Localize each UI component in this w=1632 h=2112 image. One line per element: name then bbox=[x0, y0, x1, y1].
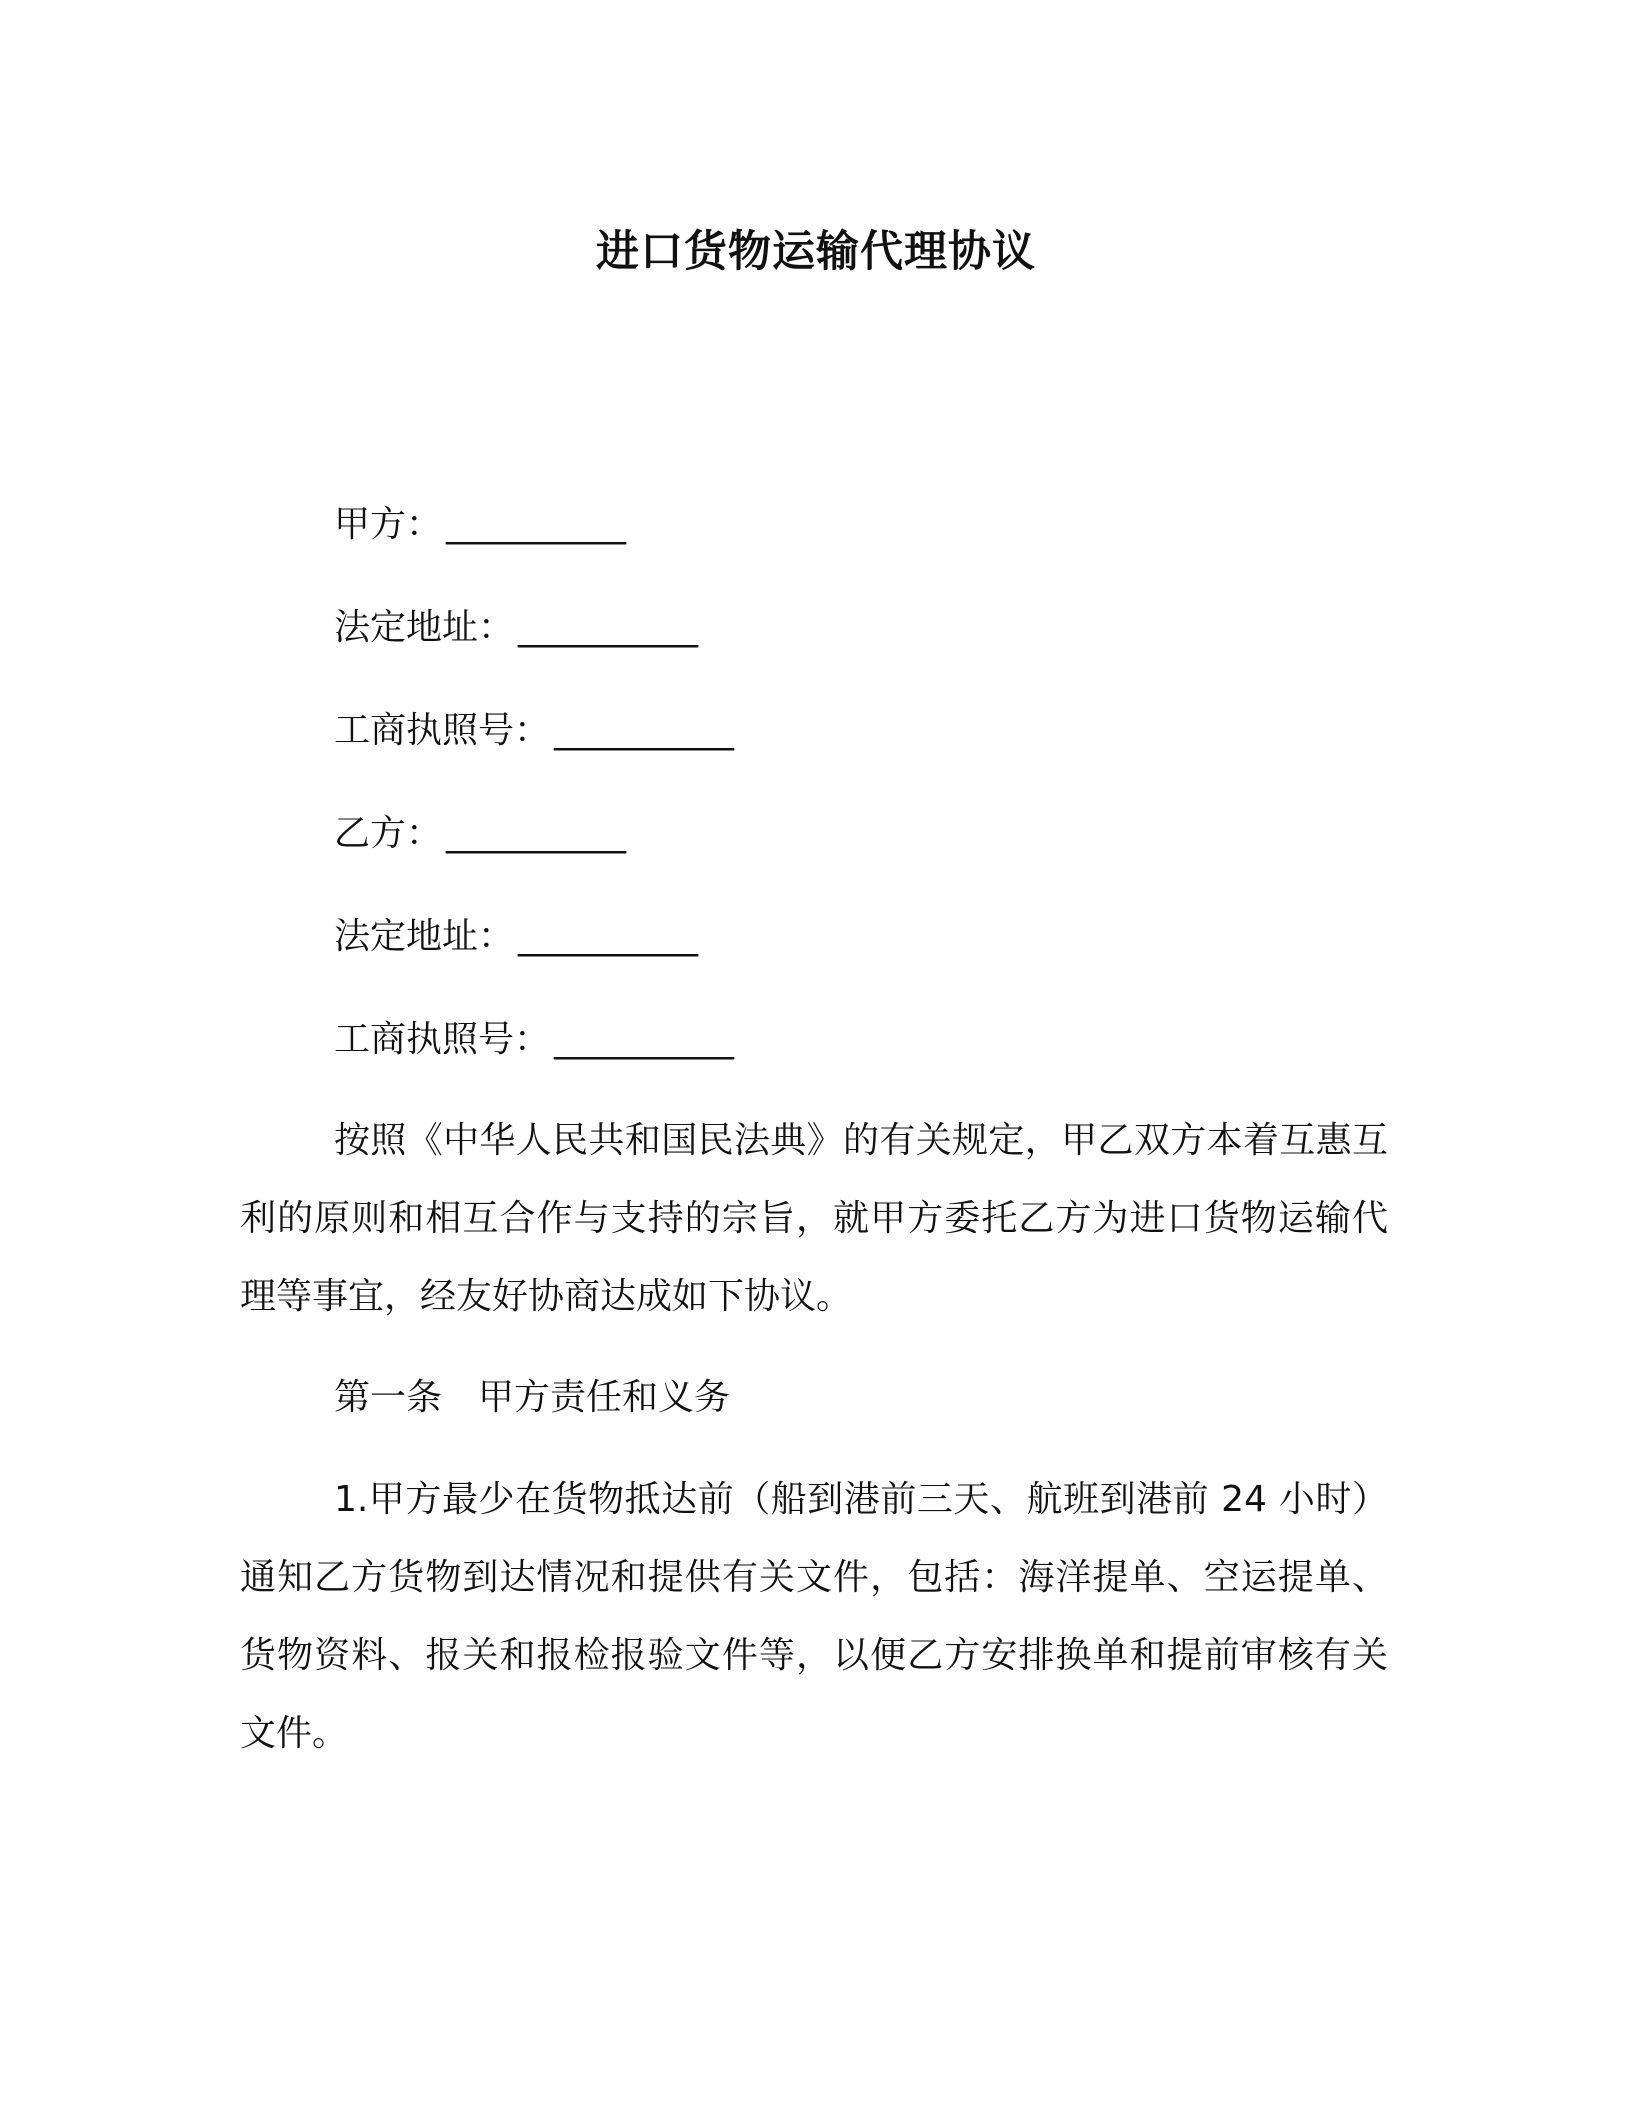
party-a-label: 甲方： bbox=[334, 504, 443, 545]
party-b-address-label: 法定地址： bbox=[334, 916, 515, 957]
party-a-blank: __________ bbox=[446, 504, 627, 545]
party-b-license-field bbox=[334, 1015, 734, 1065]
document-title: 进口货物运输代理协议 bbox=[596, 227, 1036, 277]
party-a-address-field bbox=[334, 603, 698, 653]
party-b-license-blank: __________ bbox=[554, 1019, 735, 1060]
party-a-field bbox=[334, 500, 626, 550]
article-1-heading: 第一条 甲方责任和义务 bbox=[334, 1377, 731, 1418]
party-b-field bbox=[334, 809, 626, 859]
party-a-license-field bbox=[334, 706, 734, 756]
party-a-address-blank: __________ bbox=[518, 607, 699, 648]
party-a-address-label: 法定地址： bbox=[334, 607, 515, 648]
article-1-item-1: 1.甲方最少在货物抵达前（船到港前三天、航班到港前 24 小时）通知乙方货物到达情况和提供有关文件，包括：海洋提单、空运提单、货物资料、报关和报检报验文件等，以便乙方安排换单和提前审核有关文件。 bbox=[240, 1479, 1388, 1754]
party-b-address-field bbox=[334, 912, 698, 962]
party-a-license-blank: __________ bbox=[554, 710, 735, 751]
party-b-blank: __________ bbox=[446, 813, 627, 854]
party-a-license-label: 工商执照号： bbox=[334, 710, 551, 751]
party-b-license-label: 工商执照号： bbox=[334, 1019, 551, 1060]
intro-paragraph: 按照《中华人民共和国民法典》的有关规定，甲乙双方本着互惠互利的原则和相互合作与支持的宗旨，就甲方委托乙方为进口货物运输代理等事宜，经友好协商达成如下协议。 bbox=[240, 1120, 1388, 1317]
party-b-address-blank: __________ bbox=[518, 916, 699, 957]
party-b-label: 乙方： bbox=[334, 813, 443, 854]
